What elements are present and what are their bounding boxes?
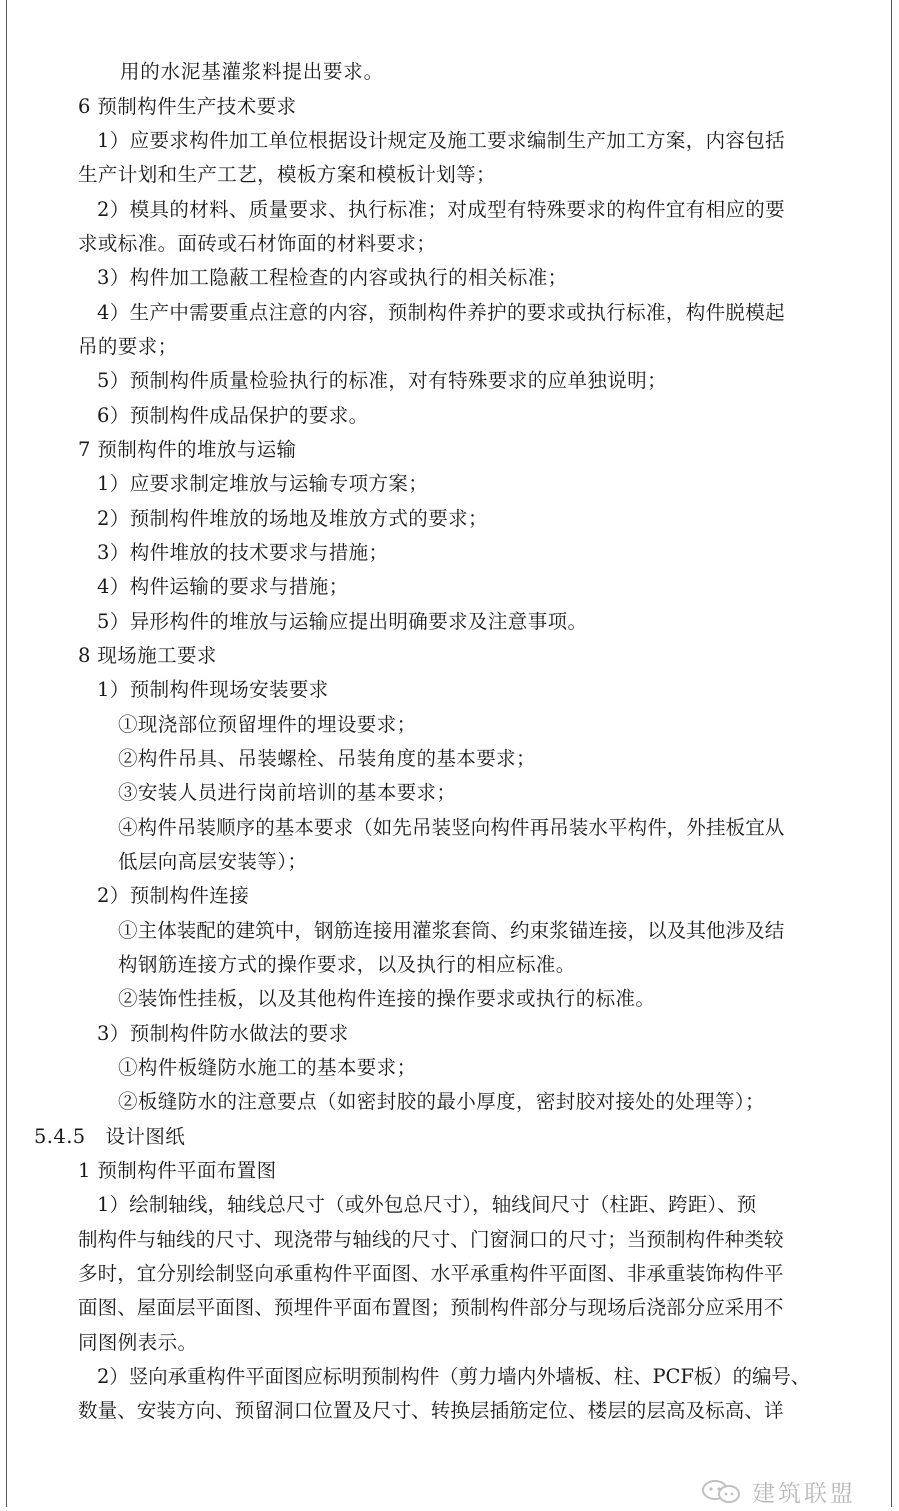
text-line: 2）预制构件连接 [97, 884, 250, 907]
text-line: 求或标准。面砖或石材饰面的材料要求； [78, 232, 437, 255]
text-line: 5）异形构件的堆放与运输应提出明确要求及注意事项。 [97, 610, 588, 633]
text-line: 4）构件运输的要求与措施； [97, 575, 349, 598]
watermark-text: 建筑联盟 [752, 1480, 856, 1507]
text-line: 1）应要求构件加工单位根据设计规定及施工要求编制生产加工方案，内容包括 [97, 129, 786, 152]
text-line: ①构件板缝防水施工的基本要求； [118, 1056, 417, 1079]
text-line: 同图例表示。 [78, 1331, 198, 1354]
text-line: 生产计划和生产工艺，模板方案和模板计划等； [78, 163, 496, 186]
watermark [700, 1476, 856, 1506]
wechat-official-account-icon [700, 1477, 744, 1505]
text-line: 吊的要求； [78, 335, 178, 358]
subsection-heading-1: 1 预制构件平面布置图 [78, 1159, 277, 1182]
text-line: 构钢筋连接方式的操作要求，以及执行的相应标准。 [118, 953, 576, 976]
section-heading-8: 8 现场施工要求 [78, 644, 217, 667]
text-line: 多时，宜分别绘制竖向承重构件平面图、水平承重构件平面图、非承重装饰构件平 [78, 1262, 784, 1285]
text-line: 1）应要求制定堆放与运输专项方案； [97, 472, 429, 495]
text-line: 6）预制构件成品保护的要求。 [97, 404, 369, 427]
text-line: 2）竖向承重构件平面图应标明预制构件（剪力墙内外墙板、柱、PCF板）的编号、 [97, 1365, 811, 1388]
text-line: 3）构件加工隐蔽工程检查的内容或执行的相关标准； [97, 266, 568, 289]
text-line: 面图、屋面层平面图、预埋件平面布置图；预制构件部分与现场后浇部分应采用不 [78, 1296, 784, 1319]
section-heading-6: 6 预制构件生产技术要求 [78, 95, 297, 118]
text-line: 4）生产中需要重点注意的内容，预制构件养护的要求或执行标准，构件脱模起 [97, 301, 786, 324]
text-line: 1）绘制轴线，轴线总尺寸（或外包总尺寸），轴线间尺寸（柱距、跨距）、预 [97, 1193, 757, 1216]
section-heading-5-4-5: 5.4.5 设计图纸 [34, 1125, 186, 1148]
text-line: ④构件吊装顺序的基本要求（如先吊装竖向构件再吊装水平构件，外挂板宜从 [118, 816, 785, 839]
text-line: 低层向高层安装等）； [118, 850, 308, 873]
page-border-right [891, 0, 892, 1507]
text-line: 用的水泥基灌浆料提出要求。 [120, 60, 384, 83]
text-line: 2）模具的材料、质量要求、执行标准；对成型有特殊要求的构件宜有相应的要 [97, 198, 786, 221]
text-line: 制构件与轴线的尺寸、现浇带与轴线的尺寸、门窗洞口的尺寸；当预制构件种类较 [78, 1228, 784, 1251]
page-border-left [6, 0, 7, 1507]
text-line: 3）构件堆放的技术要求与措施； [97, 541, 389, 564]
text-line: ②装饰性挂板，以及其他构件连接的操作要求或执行的标准。 [118, 987, 656, 1010]
text-line: ③安装人员进行岗前培训的基本要求； [118, 781, 457, 804]
text-line: ①现浇部位预留埋件的埋设要求； [118, 713, 417, 736]
section-heading-7: 7 预制构件的堆放与运输 [78, 438, 297, 461]
text-line: 2）预制构件堆放的场地及堆放方式的要求； [97, 507, 488, 530]
text-line: 5）预制构件质量检验执行的标准，对有特殊要求的应单独说明； [97, 369, 668, 392]
text-line: 数量、安装方向、预留洞口位置及尺寸、转换层插筋定位、楼层的层高及标高、详 [78, 1399, 784, 1422]
text-line: ①主体装配的建筑中，钢筋连接用灌浆套筒、约束浆锚连接，以及其他涉及结 [118, 919, 785, 942]
text-line: 1）预制构件现场安装要求 [97, 678, 329, 701]
text-line: ②板缝防水的注意要点（如密封胶的最小厚度，密封胶对接处的处理等）； [118, 1090, 765, 1113]
text-line: ②构件吊具、吊装螺栓、吊装角度的基本要求； [118, 747, 536, 770]
text-line: 3）预制构件防水做法的要求 [97, 1022, 349, 1045]
